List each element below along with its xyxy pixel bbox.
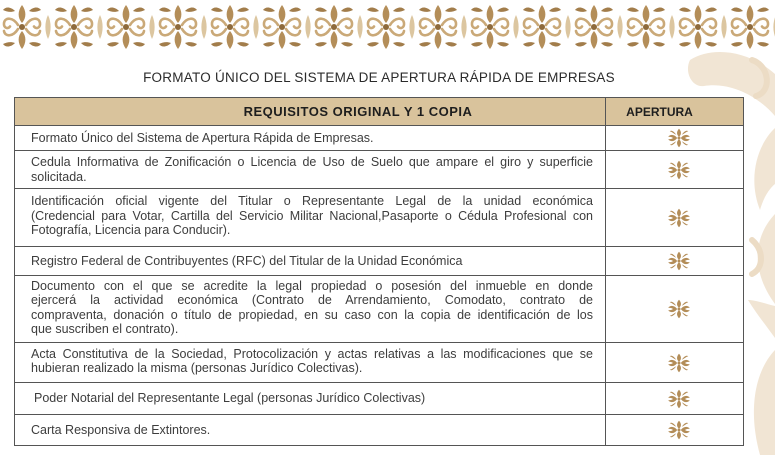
apertura-cell — [606, 276, 743, 342]
requirement-cell — [15, 276, 606, 342]
header-apertura: APERTURA — [626, 104, 693, 119]
fleuron-icon — [667, 160, 691, 180]
requirements-table — [14, 97, 744, 446]
requirement-text: ejercerá la actividad económica (Contrato de Arrendamiento, Comodato, contrato de — [31, 293, 593, 307]
requirement-text: solicitada. — [31, 169, 87, 184]
requirement-cell — [15, 415, 606, 445]
requirement-text: Registro Federal de Contribuyentes (RFC) del Titular de la Unidad Económica — [31, 253, 463, 268]
decorative-top-border — [0, 0, 775, 54]
table-row — [15, 415, 743, 445]
fleuron-icon — [667, 251, 691, 271]
apertura-cell — [606, 247, 743, 275]
requirement-text: Poder Notarial del Representante Legal (personas Jurídico Colectivas) — [34, 391, 426, 406]
requirement-text: Identificación oficial vigente del Titular o Representante Legal de la unidad económica — [31, 194, 593, 209]
table-header-row — [15, 98, 743, 126]
table-row — [15, 343, 743, 383]
requirement-text: compraventa, donación o título de propiedad, en su caso con la copia de identificación de los — [31, 307, 593, 322]
fleuron-icon — [667, 208, 691, 228]
fleuron-icon — [667, 353, 691, 373]
table-row — [15, 189, 743, 247]
requirement-text: Acta Constitutiva de la Sociedad, Protocolización y actas relativas a las modificaciones que se — [31, 346, 593, 361]
fleuron-icon — [667, 420, 691, 440]
requirement-text: Carta Responsiva de Extintores. — [31, 422, 211, 437]
apertura-cell — [606, 383, 743, 414]
table-row — [15, 247, 743, 276]
requirement-text: que suscriben el contrato). — [31, 322, 179, 336]
fleuron-icon — [667, 299, 691, 319]
requirement-text: Documento con el que se acredite la legal propiedad o posesión del inmueble en donde — [31, 278, 593, 293]
header-requisitos: REQUISITOS ORIGINAL Y 1 COPIA — [15, 98, 606, 125]
fleuron-icon — [667, 389, 691, 409]
table-row — [15, 383, 743, 415]
apertura-cell — [606, 415, 743, 445]
requirement-text: (Credencial para Votar, Cartilla del Servicio Militar Nacional,Pasaporte o Cédula Profesional con — [31, 208, 593, 223]
requirement-text: Fotografía, Licencia para Conducir). — [31, 223, 231, 238]
apertura-cell — [606, 189, 743, 246]
requirement-cell — [15, 247, 606, 275]
apertura-cell — [606, 343, 743, 382]
table-row — [15, 151, 743, 189]
table-row — [15, 126, 743, 151]
requirement-text: Formato Único del Sistema de Apertura Rápida de Empresas. — [31, 130, 374, 145]
requirement-cell — [15, 126, 606, 150]
requirement-text: Cedula Informativa de Zonificación o Licencia de Uso de Suelo que ampare el giro y superficie — [31, 155, 593, 169]
requirement-text: hubieran realizado la misma (personas Jurídico Colectivas). — [31, 361, 363, 375]
border-pattern — [0, 3, 775, 51]
table-row — [15, 276, 743, 343]
requirement-cell — [15, 151, 606, 188]
fleuron-icon — [667, 128, 691, 148]
page-title: FORMATO ÚNICO DEL SISTEMA DE APERTURA RÁPIDA DE EMPRESAS — [143, 70, 615, 85]
requirement-cell — [15, 343, 606, 382]
apertura-cell — [606, 151, 743, 188]
requirement-cell — [15, 189, 606, 246]
requirement-cell — [15, 383, 606, 414]
apertura-cell — [606, 126, 743, 150]
